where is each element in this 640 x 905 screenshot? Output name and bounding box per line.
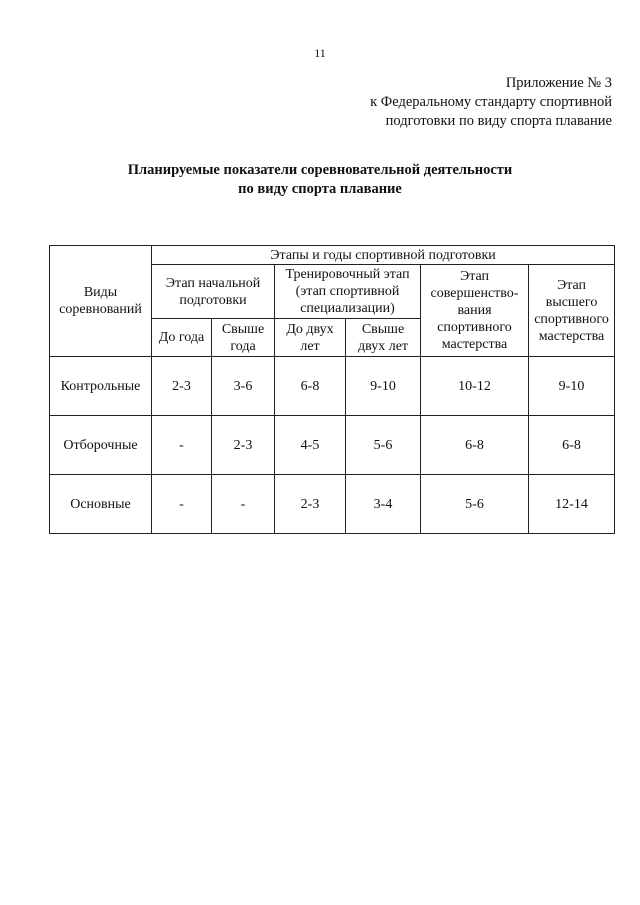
- document-title: [0, 161, 640, 199]
- table-cell: 5-6: [421, 475, 529, 534]
- table-cell: 9-10: [529, 357, 615, 416]
- table-cell: 10-12: [421, 357, 529, 416]
- table-cell: 2-3: [275, 475, 346, 534]
- title-line-2: по виду спорта плавание: [238, 181, 402, 197]
- table-cell: 4-5: [275, 416, 346, 475]
- header-competition-types: Виды соревнований: [50, 246, 152, 357]
- table-cell: 6-8: [421, 416, 529, 475]
- table-cell: -: [152, 475, 212, 534]
- header-initial-up-to-year: До года: [152, 319, 212, 357]
- appendix-line-3: подготовки по виду спорта плавание: [385, 113, 612, 129]
- header-initial-over-year: Свыше года: [212, 319, 275, 357]
- table-cell: -: [212, 475, 275, 534]
- appendix-line-2: к Федеральному стандарту спортивной: [370, 94, 612, 110]
- table-cell: 2-3: [152, 357, 212, 416]
- table-cell: 3-6: [212, 357, 275, 416]
- header-training-over-two: Свыше двух лет: [346, 319, 421, 357]
- table-cell: 9-10: [346, 357, 421, 416]
- header-stage-training: Тренировочный этап (этап спортивной специализации): [275, 265, 421, 319]
- table-cell: 6-8: [529, 416, 615, 475]
- table-row: [50, 475, 615, 534]
- header-stage-improvement: Этап совершенство-вания спортивного мастерства: [421, 265, 529, 357]
- title-line-1: Планируемые показатели соревновательной деятельности: [127, 162, 513, 178]
- table-cell: 12-14: [529, 475, 615, 534]
- table-cell: 2-3: [212, 416, 275, 475]
- table-cell: 6-8: [275, 357, 346, 416]
- header-stage-initial: Этап начальной подготовки: [152, 265, 275, 319]
- table-cell: 5-6: [346, 416, 421, 475]
- header-stage-highest: Этап высшего спортивного мастерства: [529, 265, 615, 357]
- row-label: Отборочные: [50, 416, 152, 475]
- table-cell: 3-4: [346, 475, 421, 534]
- header-stages-group: Этапы и годы спортивной подготовки: [152, 246, 615, 265]
- appendix-line-1: Приложение № 3: [505, 75, 612, 91]
- page-number: 11: [314, 46, 326, 60]
- table-row: [50, 357, 615, 416]
- row-label: Контрольные: [50, 357, 152, 416]
- row-label: Основные: [50, 475, 152, 534]
- appendix-note: [370, 74, 612, 131]
- table-row: [50, 416, 615, 475]
- table-cell: -: [152, 416, 212, 475]
- header-training-up-to-two: До двух лет: [275, 319, 346, 357]
- competition-table: [49, 245, 615, 534]
